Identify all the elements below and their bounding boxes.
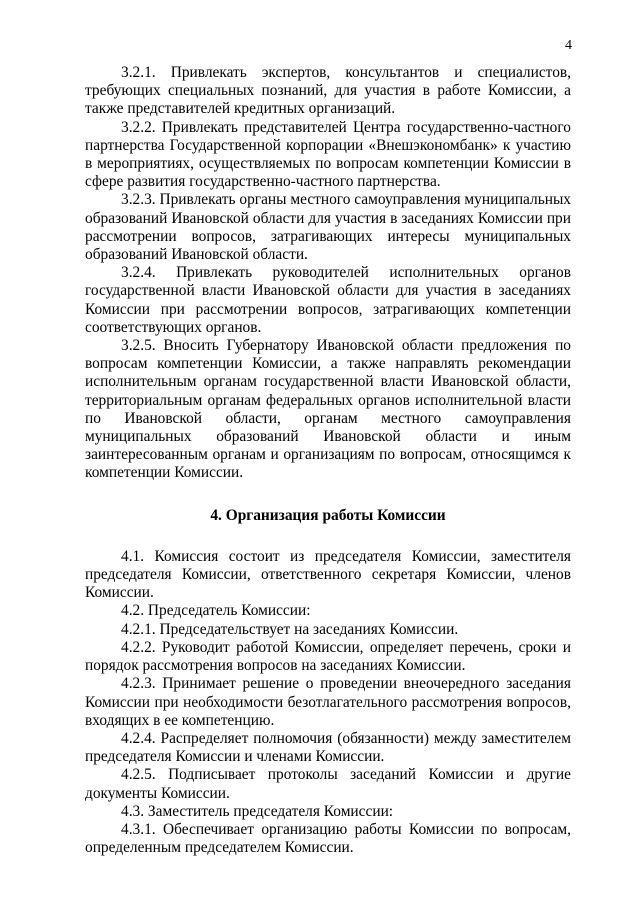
- paragraph-4-2-5: 4.2.5. Подписывает протоколы заседаний Комиссии и другие документы Комиссии.: [85, 766, 571, 802]
- paragraph-4-2-3: 4.2.3. Принимает решение о проведении внеочередного заседания Комиссии при необходимости безотлагательного рассмотрения вопросов, входящих в ее компетенцию.: [85, 675, 571, 729]
- paragraph-4-2-2: 4.2.2. Руководит работой Комиссии, определяет перечень, сроки и порядок рассмотрения вопросов на заседаниях Комиссии.: [85, 638, 571, 675]
- page-number: 4: [565, 38, 572, 53]
- paragraph-3-2-2: 3.2.2. Привлекать представителей Центра государственно-частного партнерства Государственной корпорации «Внешэкономбанк» к участию в мероприятиях, осуществляемых по вопросам компетенции Комиссии в сфере развития государственно-частного партнерства.: [85, 118, 571, 191]
- document-body: [85, 64, 571, 857]
- paragraph-3-2-3: 3.2.3. Привлекать органы местного самоуправления муниципальных образований Ивановской области для участия в заседаниях Комиссии при рассмотрении вопросов, затрагивающих интересы муниципальных образований Ивановской области.: [85, 191, 571, 264]
- paragraph-4-2-4: 4.2.4. Распределяет полномочия (обязанности) между заместителем председателя Комиссии и членами Комиссии.: [85, 729, 571, 766]
- paragraph-4-3-1: 4.3.1. Обеспечивает организацию работы Комиссии по вопросам, определенным председателем Комиссии.: [85, 820, 571, 857]
- paragraph-4-3: 4.3. Заместитель председателя Комиссии:: [121, 802, 394, 820]
- paragraph-4-2: 4.2. Председатель Комиссии:: [121, 602, 311, 620]
- section-heading: 4. Организация работы Комиссии: [210, 506, 446, 524]
- paragraph-4-2-1: 4.2.1. Председательствует на заседаниях Комиссии.: [121, 620, 459, 638]
- paragraph-3-2-5: 3.2.5. Вносить Губернатору Ивановской области предложения по вопросам компетенции Комиссии, а также направлять рекомендации исполнительным органам государственной власти Ивановской области, территориальным органам федеральных органов исполнительной власти по Ивановской области, органам местного самоуправления муниципальных образований Ивановской области и иным заинтересованным органам и организациям по вопросам, относящимся к компетенции Комиссии.: [85, 337, 571, 482]
- paragraph-3-2-1: 3.2.1. Привлекать экспертов, консультантов и специалистов, требующих специальных познаний, для участия в работе Комиссии, а также представителей кредитных организаций.: [85, 64, 571, 118]
- paragraph-3-2-4: 3.2.4. Привлекать руководителей исполнительных органов государственной власти Ивановской области для участия в заседаниях Комиссии при рассмотрении вопросов, затрагивающих компетенции соответствующих органов.: [85, 264, 571, 336]
- paragraph-4-1: 4.1. Комиссия состоит из председателя Комиссии, заместителя председателя Комиссии, ответственного секретаря Комиссии, членов Комиссии.: [85, 547, 571, 602]
